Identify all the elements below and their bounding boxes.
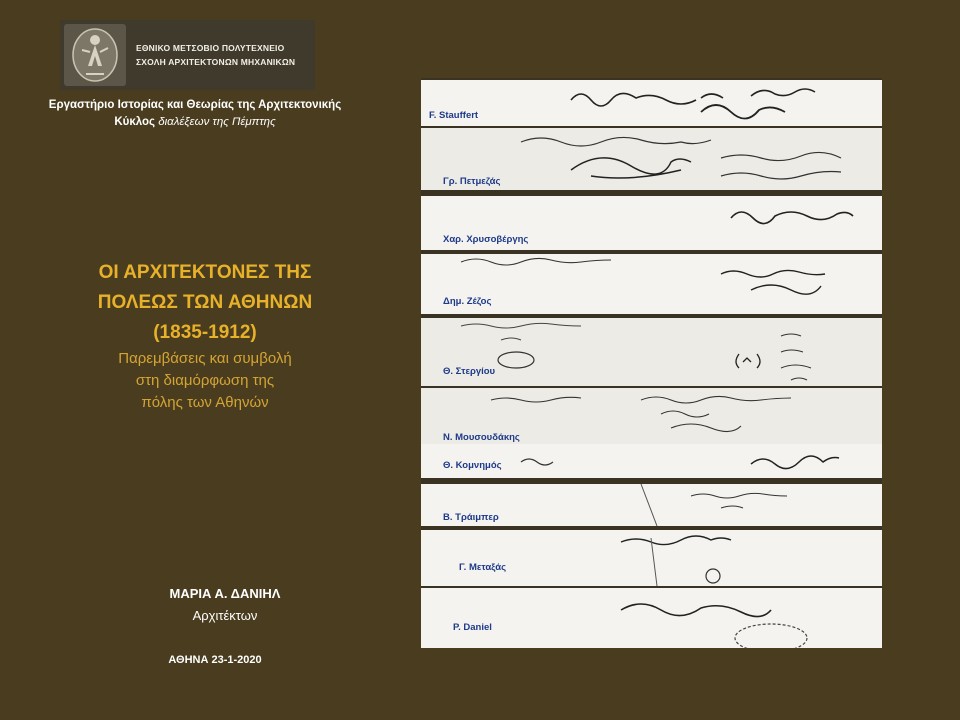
- signature-label: Δημ. Ζέζος: [443, 296, 492, 307]
- university-name: ΕΘΝΙΚΟ ΜΕΤΣΟΒΙΟ ΠΟΛΥΤΕΧΝΕΙΟ: [136, 43, 285, 53]
- signature-strip: [421, 530, 882, 586]
- subtitle-line-3: πόλης των Αθηνών: [141, 394, 269, 411]
- signature-strip: [421, 254, 882, 314]
- signature-label: Θ. Στεργίου: [443, 366, 496, 377]
- signature-strip: [421, 80, 882, 126]
- author-role: Αρχιτέκτων: [192, 608, 258, 623]
- signature-label: Ν. Μουσουδάκης: [443, 432, 520, 443]
- title-line-2: ΠΟΛΕΩΣ ΤΩΝ ΑΘΗΝΩΝ: [97, 292, 313, 313]
- signature-strip: [421, 588, 882, 648]
- subtitle-line-1: Παρεμβάσεις και συμβολή: [118, 350, 292, 367]
- handwriting-image: [421, 588, 882, 648]
- signature-label: Θ. Κομνημός: [443, 460, 502, 471]
- signature-strip: [421, 484, 882, 526]
- lab-name: Εργαστήριο Ιστορίας και Θεωρίας της Αρχιτεκτονικής: [48, 99, 342, 111]
- signature-strip: [421, 388, 882, 444]
- logo-text: [136, 41, 295, 69]
- lecture-series: [0, 116, 390, 128]
- signature-label: Γ. Μεταξάς: [459, 562, 507, 573]
- title-line-1: ΟΙ ΑΡΧΙΤΕΚΤΟΝΕΣ ΤΗΣ: [98, 262, 312, 283]
- signature-label: P. Daniel: [453, 622, 492, 633]
- signature-strip: [421, 318, 882, 386]
- signature-label: F. Stauffert: [429, 110, 479, 121]
- university-logo-block: [60, 20, 315, 90]
- title-block: [40, 258, 370, 414]
- handwriting-image: [421, 80, 882, 126]
- signature-label: Χαρ. Χρυσοβέργης: [443, 234, 529, 245]
- signature-strip: [421, 444, 882, 478]
- series-label: Κύκλος: [114, 116, 155, 128]
- signature-label: Γρ. Πετμεζάς: [443, 176, 501, 187]
- author-name: ΜΑΡΙΑ Α. ΔΑΝΙΗΛ: [169, 586, 281, 601]
- signature-label: Β. Τράιμπερ: [443, 512, 499, 523]
- polytechnic-emblem-icon: [64, 24, 126, 86]
- school-name: ΣΧΟΛΗ ΑΡΧΙΤΕΚΤΟΝΩΝ ΜΗΧΑΝΙΚΩΝ: [136, 57, 296, 67]
- subtitle-line-2: στη διαμόρφωση της: [135, 372, 275, 389]
- handwriting-image: [421, 530, 882, 586]
- signature-strip: [421, 128, 882, 190]
- title-years: (1835-1912): [153, 322, 257, 343]
- series-name: διαλέξεων της Πέμπτης: [158, 116, 276, 128]
- signatures-collage: [421, 78, 882, 648]
- lecture-date: ΑΘΗΝΑ 23-1-2020: [168, 654, 262, 666]
- signature-strip: [421, 196, 882, 250]
